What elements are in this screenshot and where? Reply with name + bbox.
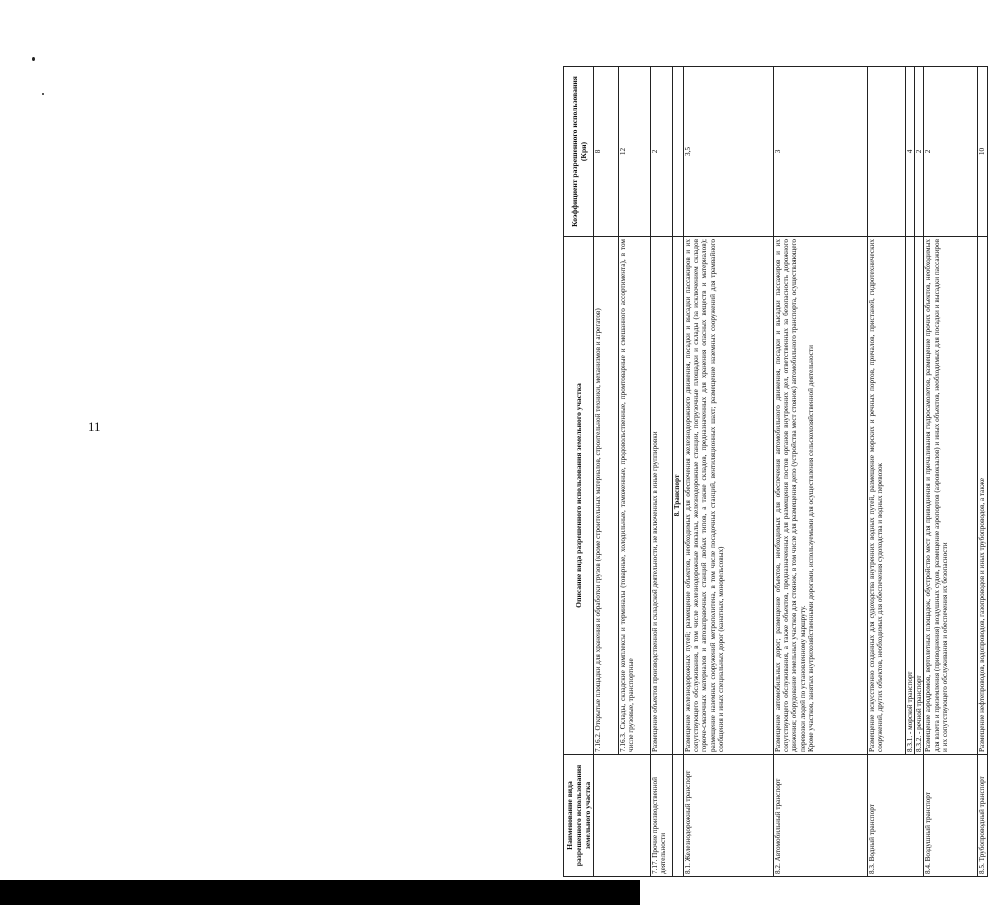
cell-coefficient: 2 <box>915 67 924 237</box>
cell-name: 8.1. Железнодорожный транспорт <box>684 755 774 877</box>
cell-description: 7.16.2. Открытые площадки для хранения и обработки грузов (кроме строительных материалов, строительной техники, механизмов и агрегатов) <box>594 237 619 755</box>
cell-description <box>774 237 868 755</box>
cell-name: 7.17. Прочие производственной деятельности <box>651 755 673 877</box>
cell-empty <box>868 67 906 237</box>
cell-description: Размещение искусственно созданных для судоходства внутренних водных путей, размещение морских и речных портов, причалов, пристаней, гидротехнических сооружений, других объектов, необходимых для обеспечения судоходства и водных перевозок <box>868 237 906 755</box>
table-row <box>651 67 673 877</box>
cell-empty <box>594 755 651 877</box>
scan-speck <box>42 93 44 95</box>
land-use-table <box>563 66 988 877</box>
cell-description: 7.16.3. Склады, складские комплексы и терминалы (товарные, холодильные, таможенные, продовольственные, промтоварные и смешанного ассортимента), в том числе грузовые, транспортные <box>619 237 651 755</box>
cell-empty <box>673 755 684 877</box>
cell-description: 8.3.1. - морской транспорт <box>906 237 915 755</box>
page-number: 11 <box>88 419 101 434</box>
description-paragraph: Кроме участков, занятых внутрихозяйственными дорогами, используемыми для осуществления сельскохозяйственной деятельности <box>806 345 815 752</box>
cell-description: Размещение аэродромов, вертолетных площадок, обустройство мест для приводнения и причаливания гидросамолетов, размещение прочих объектов, необходимых для взлета и приземления (приводнения) воздушных судов, размещение аэропортов (аэровокзалов) и иных объектов, необходимых для посадки и высадки пассажиров и их сопутствующего обслуживания и обеспечения их безопасности <box>924 237 978 755</box>
cell-coefficient: 8 <box>594 67 619 237</box>
section-title: 8. Транспорт <box>673 237 684 755</box>
rotated-table-container <box>563 67 987 877</box>
header-description: Описание вида разрешенного использования земельного участка <box>564 237 594 755</box>
table-row <box>978 67 988 877</box>
header-row <box>564 67 594 877</box>
cell-description: Размещение нефтепроводов, водопроводов, газопроводов и иных трубопроводов, а также <box>978 237 988 755</box>
scan-edge-bar <box>0 880 640 905</box>
cell-coefficient: 12 <box>619 67 651 237</box>
header-name: Наименование вида разрешенного использования земельного участка <box>564 755 594 877</box>
cell-coefficient: 2 <box>651 67 673 237</box>
description-paragraph: Размещение автомобильных дорог; размещение объектов, необходимых для обеспечения автомобильного движения, посадки и высадки пассажиров и их сопутствующего обслуживания, а также объектов, предназначенных для размещения постов органов внутренних дел, ответственных за безопасность дорожного движения; оборудование земельных участков для стоянок, в том числе для размещения депо (устройства мест стоянок) автомобильного транспорта, осуществляющего перевозки людей по установленному маршруту. <box>774 239 807 752</box>
cell-coefficient: 10 <box>978 67 988 237</box>
table-row <box>594 67 619 877</box>
scan-speck <box>32 57 35 61</box>
cell-coefficient: 3,5 <box>684 67 774 237</box>
table-row <box>924 67 978 877</box>
table-row <box>868 67 906 877</box>
cell-description: Размещение объектов производственной и складской деятельности, не включенных в иные группировки <box>651 237 673 755</box>
cell-name: 8.3. Водный транспорт <box>868 755 924 877</box>
section-row <box>673 67 684 877</box>
table-row <box>684 67 774 877</box>
cell-description: 8.3.2. - речной транспорт <box>915 237 924 755</box>
cell-name: 8.2. Автомобильный транспорт <box>774 755 868 877</box>
cell-coefficient: 4 <box>906 67 915 237</box>
cell-name: 8.5. Трубопроводный транспорт <box>978 755 988 877</box>
cell-empty <box>673 67 684 237</box>
header-coefficient: Коэффициент разрешенного использования (Крн) <box>564 67 594 237</box>
table-row <box>774 67 868 877</box>
cell-description: Размещение железнодорожных путей; размещение объектов, необходимых для обеспечения железнодорожного движения, посадки и высадки пассажиров и их сопутствующего обслуживания, в том числе железнодорожные вокзалы, железнодорожные станции, погрузочные площадки и склады (за исключением складов горюче-смазочных материалов и автозаправочных станций любых типов, а также складов, предназначенных для хранения опасных веществ и материалов); размещение наземных сооружений метрополитена, в том числе посадочных станций, вентиляционных шахт; размещение наземных сооружений для трамвайного сообщения и иных специальных дорог (канатных, монорельсовых) <box>684 237 774 755</box>
cell-coefficient: 2 <box>924 67 978 237</box>
cell-name: 8.4. Воздушный транспорт <box>924 755 978 877</box>
cell-coefficient: 3 <box>774 67 868 237</box>
